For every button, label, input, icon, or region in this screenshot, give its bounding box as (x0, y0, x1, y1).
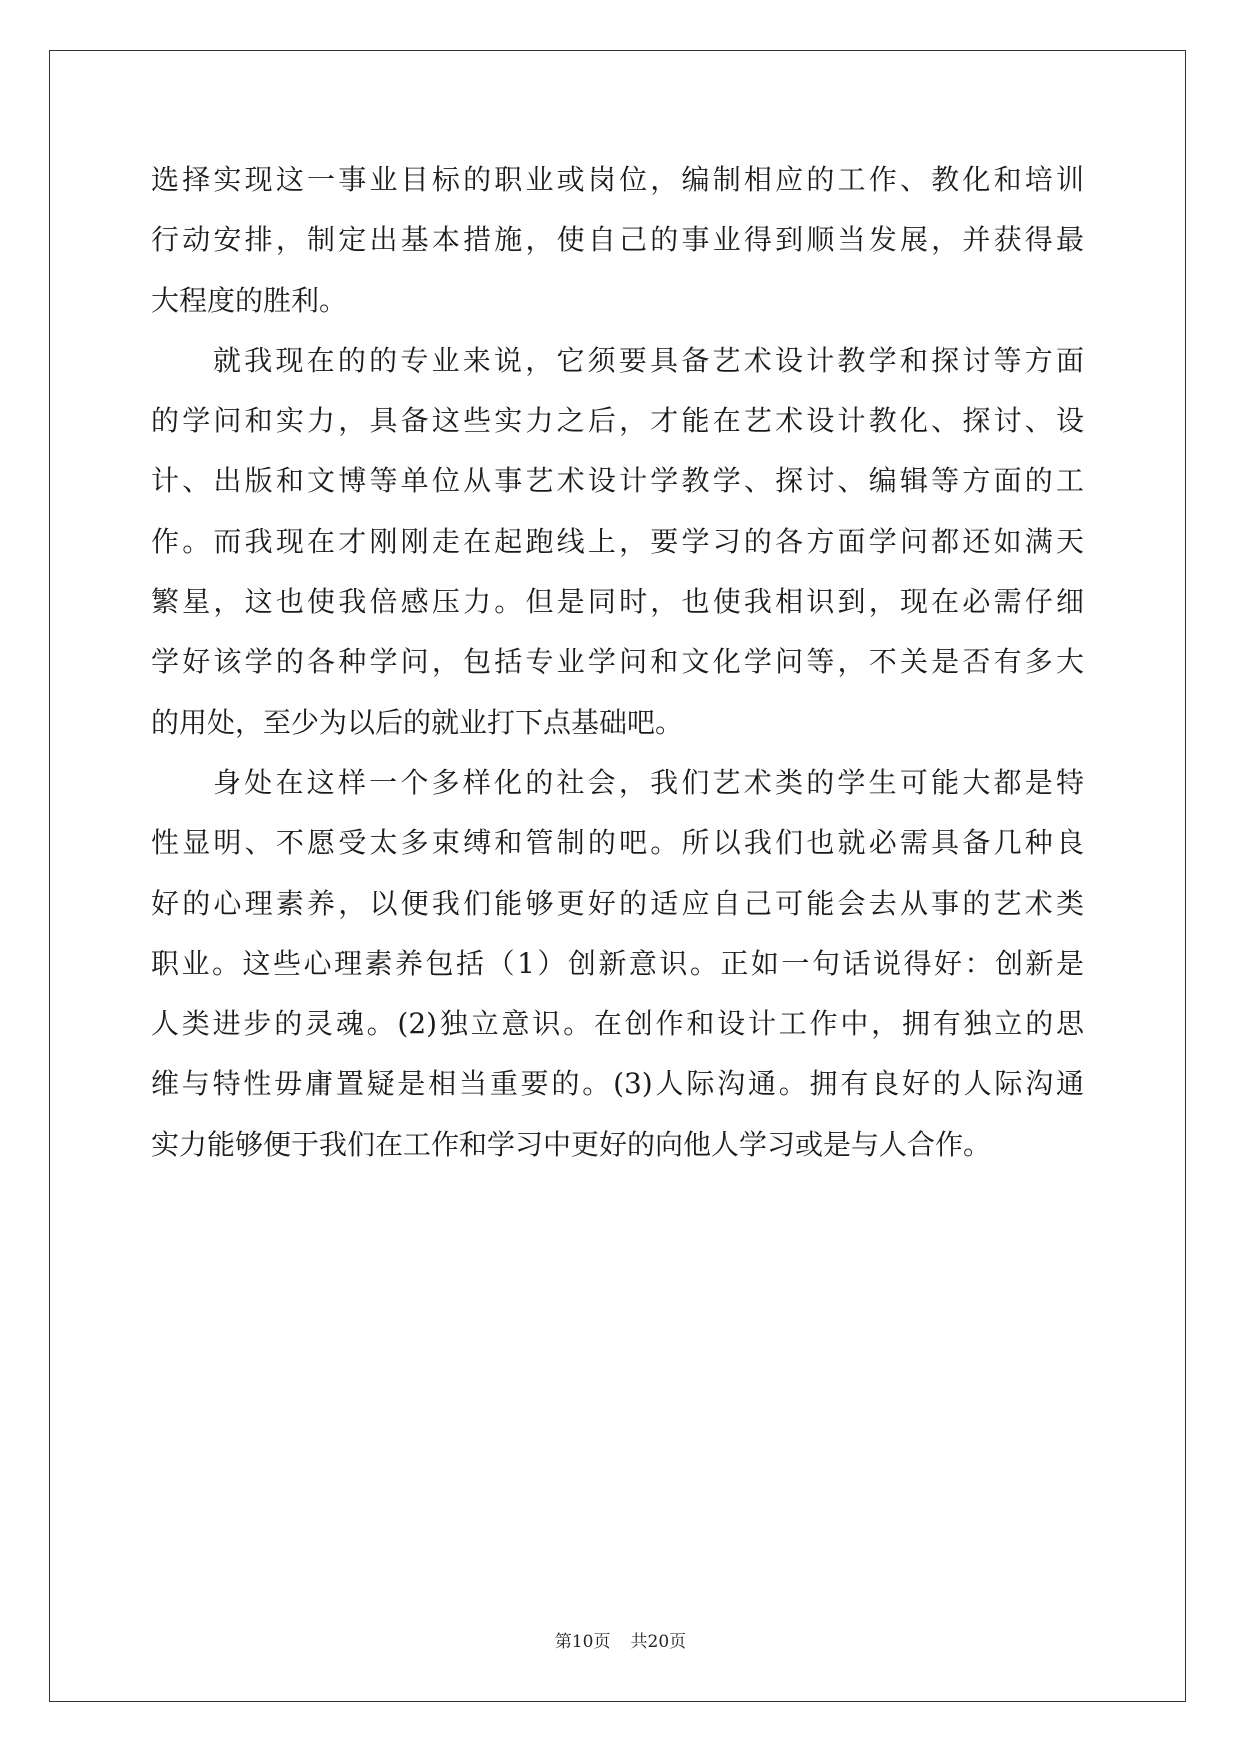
page-footer (0, 1627, 1241, 1652)
page-number: 第10页 (554, 1632, 611, 1652)
text-line: 的学问和实力，具备这些实力之后，才能在艺术设计教化、探讨、设 (151, 404, 1084, 438)
text-line: 职业。这些心理素养包括（1）创新意识。正如一句话说得好：创新是 (151, 946, 1084, 980)
paragraph (151, 753, 1084, 1175)
text-line: 繁星，这也使我倍感压力。但是同时，也使我相识到，现在必需仔细 (151, 585, 1084, 619)
text-line: 选择实现这一事业目标的职业或岗位，编制相应的工作、教化和培训 (151, 163, 1084, 196)
text-line: 大程度的胜利。 (151, 283, 348, 317)
text-line: 的用处，至少为以后的就业打下点基础吧。 (151, 705, 684, 739)
text-line: 实力能够便于我们在工作和学习中更好的向他人学习或是与人合作。 (151, 1127, 992, 1161)
page-total: 共20页 (630, 1632, 687, 1652)
paragraph (151, 150, 1084, 331)
text-line: 好的心理素养，以便我们能够更好的适应自己可能会去从事的艺术类 (151, 886, 1084, 920)
paragraph (151, 331, 1084, 753)
text-line: 维与特性毋庸置疑是相当重要的。(3)人际沟通。拥有良好的人际沟通 (151, 1067, 1084, 1101)
text-line: 作。而我现在才刚刚走在起跑线上，要学习的各方面学问都还如满天 (151, 524, 1084, 558)
text-line: 计、出版和文博等单位从事艺术设计学教学、探讨、编辑等方面的工 (151, 464, 1084, 498)
text-line: 学好该学的各种学问，包括专业学问和文化学问等，不关是否有多大 (151, 645, 1084, 679)
text-line: 身处在这样一个多样化的社会，我们艺术类的学生可能大都是特 (213, 765, 1084, 799)
document-body (151, 150, 1084, 1175)
text-line: 人类进步的灵魂。(2)独立意识。在创作和设计工作中，拥有独立的思 (151, 1007, 1084, 1041)
text-line: 行动安排，制定出基本措施，使自己的事业得到顺当发展，并获得最 (151, 223, 1084, 257)
text-line: 性显明、不愿受太多束缚和管制的吧。所以我们也就必需具备几种良 (151, 826, 1084, 860)
text-line: 就我现在的的专业来说，它须要具备艺术设计教学和探讨等方面 (213, 343, 1084, 377)
